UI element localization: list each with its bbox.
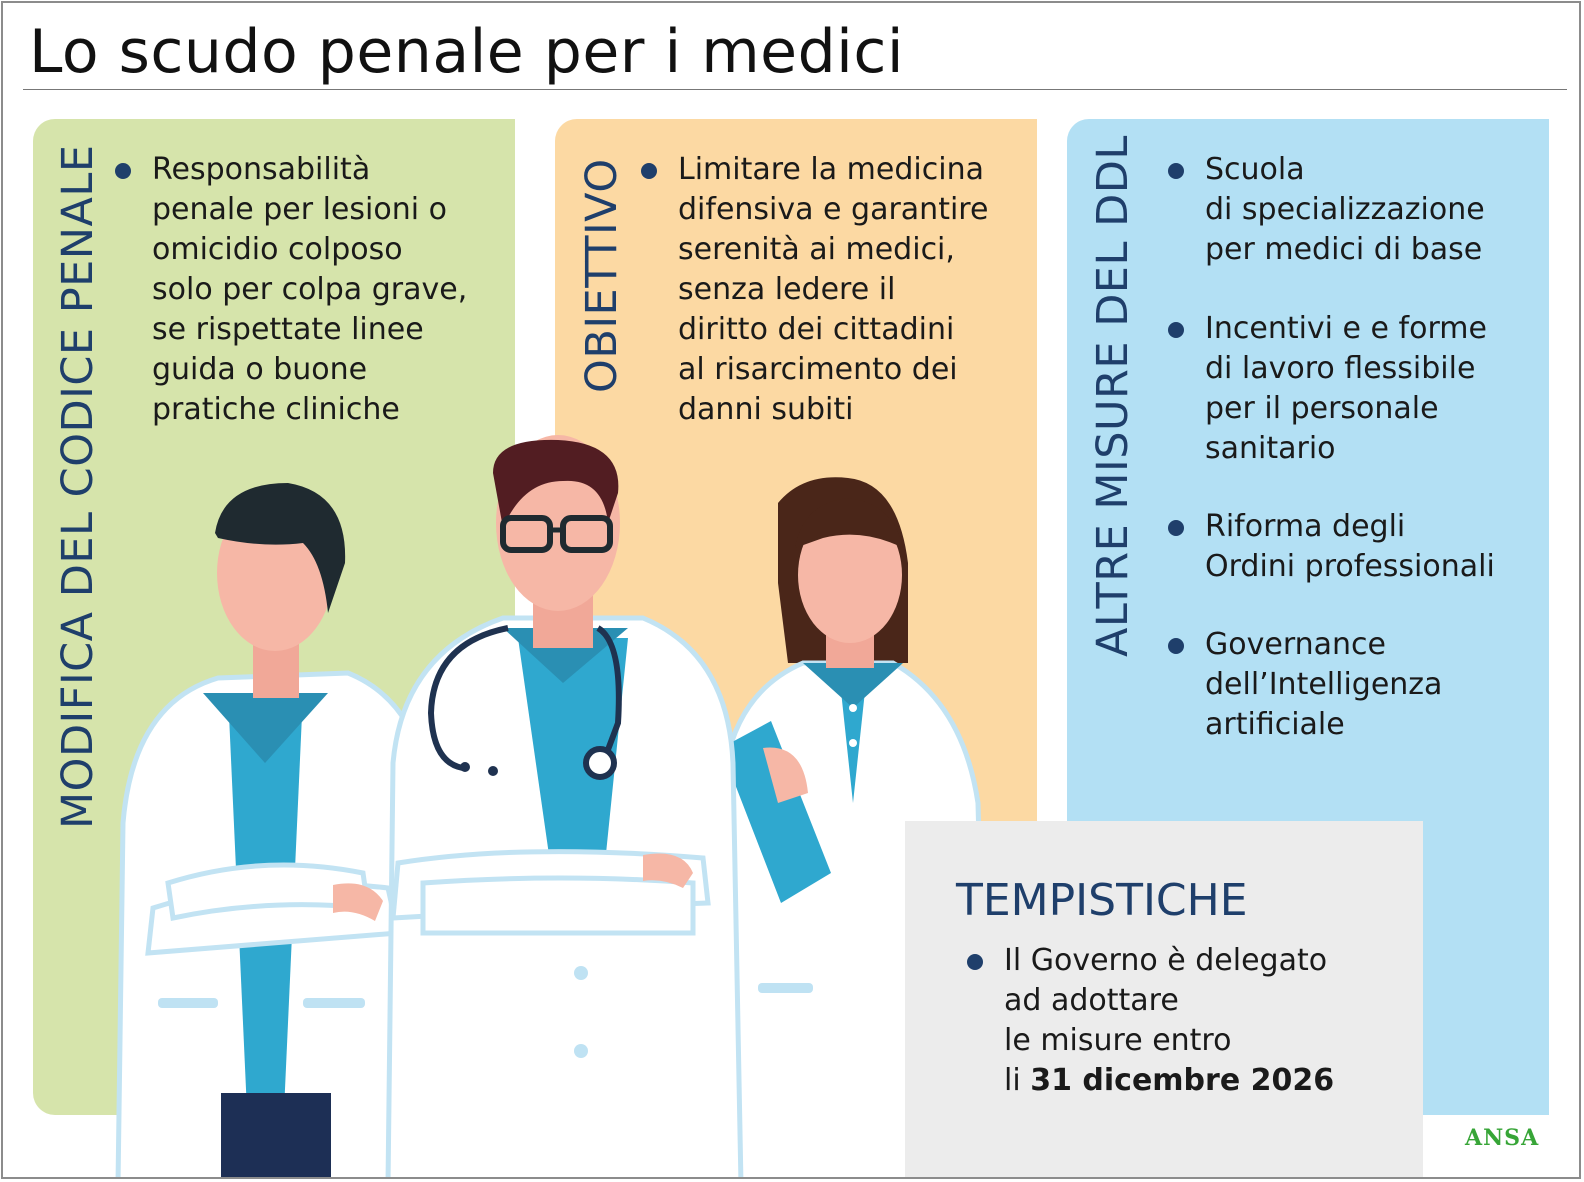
bullet-line: guida o buone bbox=[152, 352, 368, 387]
bullet-line: le misure entro bbox=[1004, 1023, 1232, 1058]
bullet-tempistiche bbox=[1003, 941, 1334, 1101]
tempistiche-box bbox=[905, 821, 1423, 1179]
bullet-line: ad adottare bbox=[1004, 983, 1179, 1018]
tempistiche-title: TEMPISTICHE bbox=[956, 875, 1248, 926]
bullet-line: senza ledere il bbox=[678, 272, 896, 307]
bullet-line: Responsabilità bbox=[152, 152, 371, 187]
panel-label-codice-penale: MODIFICA DEL CODICE PENALE bbox=[53, 144, 103, 829]
bullet-line: dell’Intelligenza bbox=[1205, 667, 1443, 702]
bullet-line: Incentivi e e forme bbox=[1205, 311, 1487, 346]
bullet-line: serenità ai medici, bbox=[678, 232, 955, 267]
bullet-line: omicidio colposo bbox=[152, 232, 403, 267]
bullet-line: al risarcimento dei bbox=[678, 352, 958, 387]
bullet-line: diritto dei cittadini bbox=[678, 312, 955, 347]
bullet-line: artificiale bbox=[1205, 707, 1345, 742]
bullet-line: danni subiti bbox=[678, 392, 854, 427]
bullet-line: di lavoro flessibile bbox=[1205, 351, 1476, 386]
bullet-line: solo per colpa grave, bbox=[152, 272, 468, 307]
panel-label-altre-misure: ALTRE MISURE DEL DDL bbox=[1088, 135, 1138, 657]
bullet-line: Riforma degli bbox=[1205, 509, 1406, 544]
bullet-line: per medici di base bbox=[1205, 232, 1483, 267]
bullet-line: difensiva e garantire bbox=[678, 192, 989, 227]
deadline-date: 31 dicembre 2026 bbox=[1030, 1063, 1335, 1098]
infographic-frame bbox=[1, 1, 1581, 1179]
deadline-prefix: li bbox=[1004, 1063, 1031, 1098]
bullet-line: Il Governo è delegato bbox=[1004, 943, 1328, 978]
bullet-line: penale per lesioni o bbox=[152, 192, 447, 227]
bullet-line: Governance bbox=[1205, 627, 1386, 662]
bullet-line-deadline bbox=[1004, 1061, 1334, 1101]
ansa-logo: ANSA bbox=[1465, 1125, 1540, 1151]
page-title: Lo scudo penale per i medici bbox=[29, 17, 905, 87]
bullet-line: se rispettate linee bbox=[152, 312, 424, 347]
bullet-line: pratiche cliniche bbox=[152, 392, 400, 427]
bullet-line: Limitare la medicina bbox=[678, 152, 984, 187]
bullet-line: Scuola bbox=[1205, 152, 1305, 187]
panel-label-obiettivo: OBIETTIVO bbox=[577, 158, 627, 393]
doctor-middle-figure bbox=[388, 435, 741, 1179]
bullet-line: di specializzazione bbox=[1205, 192, 1485, 227]
bullet-line: Ordini professionali bbox=[1205, 549, 1495, 584]
bullet-line: sanitario bbox=[1205, 431, 1336, 466]
bullet-line: per il personale bbox=[1205, 391, 1439, 426]
